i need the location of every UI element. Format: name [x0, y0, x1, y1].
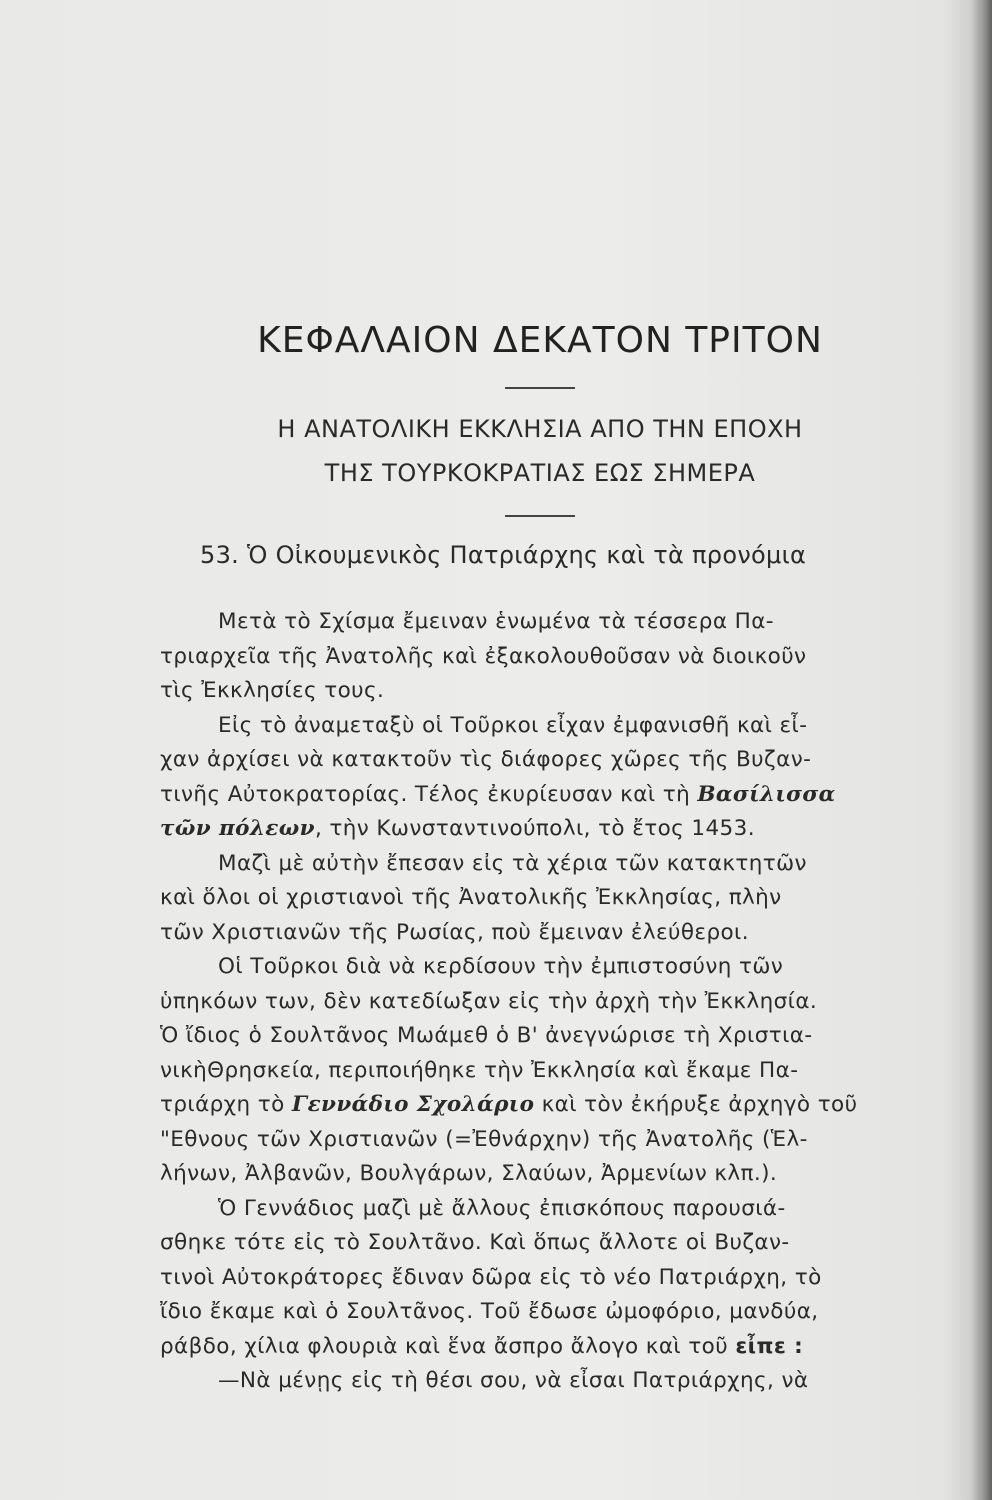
page-edge-shadow — [970, 0, 992, 1500]
text-line-15 — [160, 1088, 920, 1123]
text-line-12: ὑπηκόων των, δὲν κατεδίωξαν εἰς τὴν ἀρχὴ τὴν Ἐκκλησία. — [160, 988, 818, 1014]
page-content — [160, 320, 920, 1399]
text-line-13: Ὁ ἴδιος ὁ Σουλτᾶνος Μωάμεθ ὁ Β' ἀνεγνώρισε τὴ Χριστια- — [160, 1023, 813, 1048]
text-line-8: Μαζὶ μὲ αὐτὴν ἔπεσαν εἰς τὰ χέρια τῶν κατακτητῶν — [218, 850, 807, 876]
divider-rule-2 — [505, 515, 575, 517]
divider-rule-1 — [505, 387, 575, 389]
chapter-title: ΚΕΦΑΛΑΙΟΝ ΔΕΚΑΤΟΝ ΤΡΙΤΟΝ — [257, 320, 823, 361]
subtitle-line-2: ΤΗΣ ΤΟΥΡΚΟΚΡΑΤΙΑΣ ΕΩΣ ΣΗΜΕΡΑ — [324, 459, 756, 487]
text-line-6 — [160, 778, 920, 813]
text-line-17: λήνων, Ἀλβανῶν, Βουλγάρων, Σλαύων, Ἀρμενίων κλπ.). — [160, 1161, 778, 1186]
text-line-9: καὶ ὅλοι οἱ χριστιανοὶ τῆς Ἀνατολικῆς Ἐκκλησίας, πλὴν — [160, 885, 782, 910]
chapter-subtitle — [160, 407, 920, 495]
text-line-4: Εἰς τὸ ἀναμεταξὺ οἱ Τοῦρκοι εἶχαν ἐμφανισθῆ καὶ εἶ- — [218, 712, 808, 738]
text-line-10: τῶν Χριστιανῶν τῆς Ρωσίας, ποὺ ἔμειναν ἐλεύθεροι. — [160, 919, 749, 945]
text-line-6-part-a: τινῆς Αὐτοκρατορίας. Τέλος ἐκυρίευσαν καὶ τὴ — [160, 781, 698, 807]
text-line-3: τὶς Ἐκκλησίες τους. — [160, 678, 385, 703]
text-line-16: "Εθνους τῶν Χριστιανῶν (=Ἐθνάρχην) τῆς Ἀνατολῆς (Ἑλ- — [160, 1126, 808, 1152]
text-line-23: —Νὰ μένῃς εἰς τὴ θέσι σου, νὰ εἶσαι Πατριάρχης, νὰ — [218, 1368, 809, 1393]
text-line-22 — [160, 1330, 920, 1365]
text-line-22-part-a: ράβδο, χίλια φλουριὰ καὶ ἕνα ἄσπρο ἄλογο καὶ τοῦ — [160, 1333, 736, 1359]
emphasis-vasilissa: Βασίλισσα — [697, 781, 836, 807]
text-line-15-part-c: καὶ τὸν ἐκήρυξε ἀρχηγὸ τοῦ — [534, 1092, 858, 1117]
text-line-15-part-a: τριάρχη τὸ — [160, 1092, 292, 1117]
text-line-14: νικὴΘρησκεία, περιποιήθηκε τὴν Ἐκκλησία καὶ ἔκαμε Πα- — [160, 1057, 799, 1083]
text-line-21: ἴδιο ἔκαμε καὶ ὁ Σουλτᾶνος. Τοῦ ἔδωσε ὠμοφόριο, μανδύα, — [160, 1299, 819, 1324]
emphasis-eipe: εἶπε : — [735, 1333, 804, 1359]
text-line-1: Μετὰ τὸ Σχίσμα ἔμειναν ἑνωμένα τὰ τέσσερα Πα- — [218, 609, 774, 634]
text-line-18: Ὁ Γεννάδιος μαζὶ μὲ ἄλλους ἐπισκόπους παρουσιά- — [218, 1195, 786, 1221]
emphasis-ton-poleon: τῶν πόλεων — [160, 816, 315, 841]
body-text — [160, 605, 920, 1399]
section-heading: 53. Ὁ Οἰκουμενικὸς Πατριάρχης καὶ τὰ προνόμια — [200, 541, 807, 569]
text-line-19: σθηκε τότε εἰς τὸ Σουλτᾶνο. Καὶ ὅπως ἄλλοτε οἱ Βυζαν- — [160, 1230, 790, 1255]
text-line-20: τινοὶ Αὐτοκράτορες ἔδιναν δῶρα εἰς τὸ νέο Πατριάρχη, τὸ — [160, 1264, 822, 1290]
emphasis-gennadio-scholario: Γεννάδιο Σχολάριο — [291, 1092, 535, 1117]
subtitle-line-1: Η ΑΝΑΤΟΛΙΚΗ ΕΚΚΛΗΣΙΑ ΑΠΟ ΤΗΝ ΕΠΟΧΗ — [277, 415, 803, 443]
text-line-7-part-b: , τὴν Κωνσταντινούπολι, τὸ ἔτος 1453. — [314, 816, 755, 841]
text-line-11: Οἱ Τοῦρκοι διὰ νὰ κερδίσουν τὴν ἐμπιστοσύνη τῶν — [218, 954, 784, 979]
text-line-7 — [160, 812, 920, 847]
text-line-5: χαν ἀρχίσει νὰ κατακτοῦν τὶς διάφορες χῶρες τῆς Βυζαν- — [160, 747, 812, 772]
text-line-2: τριαρχεῖα τῆς Ἀνατολῆς καὶ ἐξακολουθοῦσαν νὰ διοικοῦν — [160, 643, 807, 669]
